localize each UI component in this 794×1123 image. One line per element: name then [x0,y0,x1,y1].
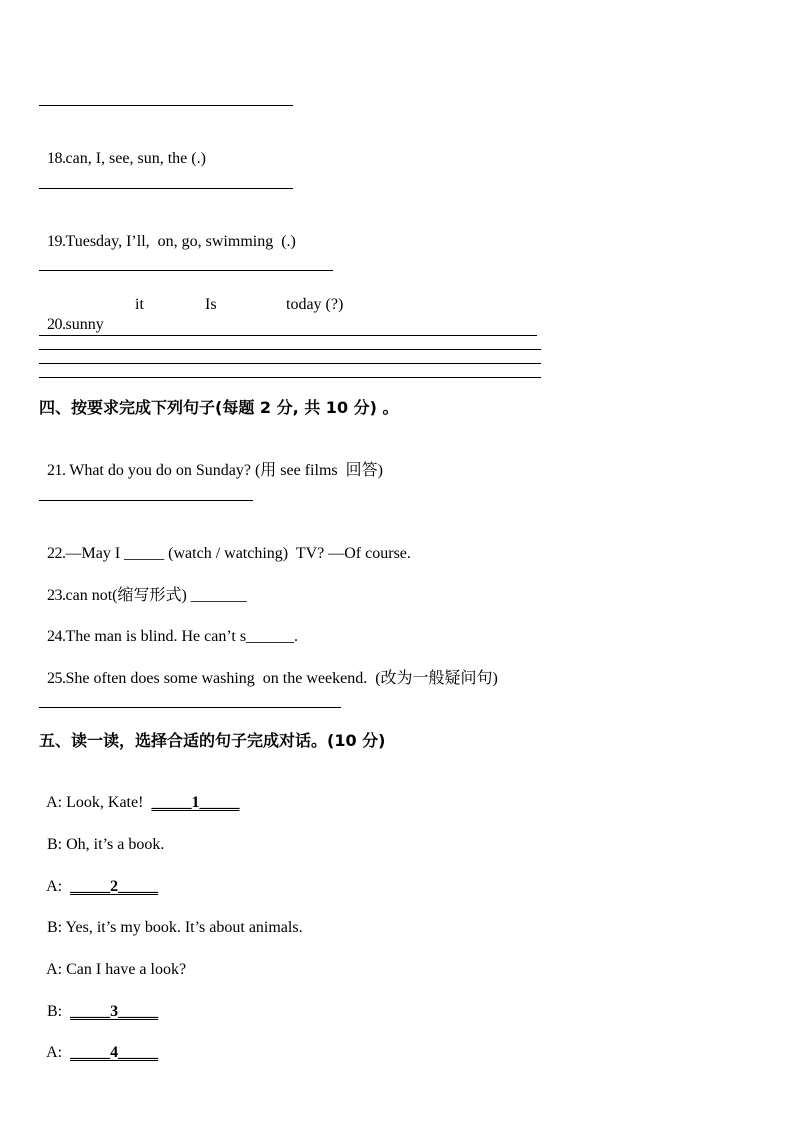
question-25 [39,649,498,689]
speaker: B: [47,919,63,936]
dialogue-line [39,857,158,897]
dialogue-line [39,982,158,1022]
dialogue-blank: _____4_____ [70,1044,159,1061]
question-text: What do you do on Sunday? (用 see films 回答) [65,462,383,479]
answer-line-20c [39,363,541,364]
question-19 [39,212,296,252]
answer-line-20a [39,335,537,336]
speaker: B: [47,1003,63,1020]
answer-line-20b [39,349,541,350]
question-number: 18. [47,150,66,167]
answer-line-19 [39,270,333,271]
dialogue-blank: _____1_____ [151,794,240,811]
question-text: can, I, see, sun, the (.) [65,150,206,167]
question-text: Tuesday, I’ll, on, go, swimming (.) [65,233,296,250]
question-20-word-4: today (?) [286,296,344,313]
question-24 [39,607,298,647]
dialogue-line [39,1023,158,1063]
question-20 [39,295,104,335]
dialogue-blank: _____3_____ [70,1003,159,1020]
answer-line-21 [39,500,253,501]
question-number: 19. [47,233,66,250]
question-20-word-3: Is [205,296,217,313]
question-text: —May I _____ (watch / watching) TV? —Of course. [65,545,411,562]
question-18 [39,129,206,169]
question-21 [39,441,383,481]
dialogue-text: Can I have a look? [62,961,187,978]
question-text: She often does some washing on the weekend. (改为一般疑问句) [65,670,498,687]
dialogue-text: Look, Kate! [62,794,152,811]
speaker: A: [46,878,63,895]
dialogue-line [39,898,303,938]
speaker: A: [46,794,63,811]
dialogue-line [39,940,186,980]
dialogue-text: Oh, it’s a book. [62,836,165,853]
dialogue-line [39,773,239,813]
question-number: 21. [47,462,66,479]
question-number: 25. [47,670,66,687]
question-number: 24. [47,628,66,645]
question-number: 22. [47,545,66,562]
question-text: The man is blind. He can’t s______. [65,628,299,645]
dialogue-text [62,878,70,895]
section-4-title: 四、按要求完成下列句子(每题 2 分, 共 10 分) 。 [39,398,399,417]
answer-line-25 [39,707,341,708]
speaker: B: [47,836,63,853]
dialogue-text [62,1003,70,1020]
dialogue-blank: _____2_____ [70,878,159,895]
dialogue-text [62,1044,70,1061]
speaker: A: [46,1044,63,1061]
question-number: 20. [47,316,66,333]
speaker: A: [46,961,63,978]
dialogue-line [39,815,164,855]
answer-line-18 [39,188,293,189]
question-number: 23. [47,587,66,604]
answer-line-20d [39,377,541,378]
question-22 [39,524,411,564]
answer-line-17 [39,105,293,106]
question-text: can not(缩写形式) _______ [65,587,247,604]
question-20-word-2: it [135,296,144,313]
section-5-title: 五、读一读，选择合适的句子完成对话。(10 分) [39,731,386,750]
question-23 [39,566,247,606]
dialogue-text: Yes, it’s my book. It’s about animals. [62,919,303,936]
word-1: sunny [65,316,104,333]
